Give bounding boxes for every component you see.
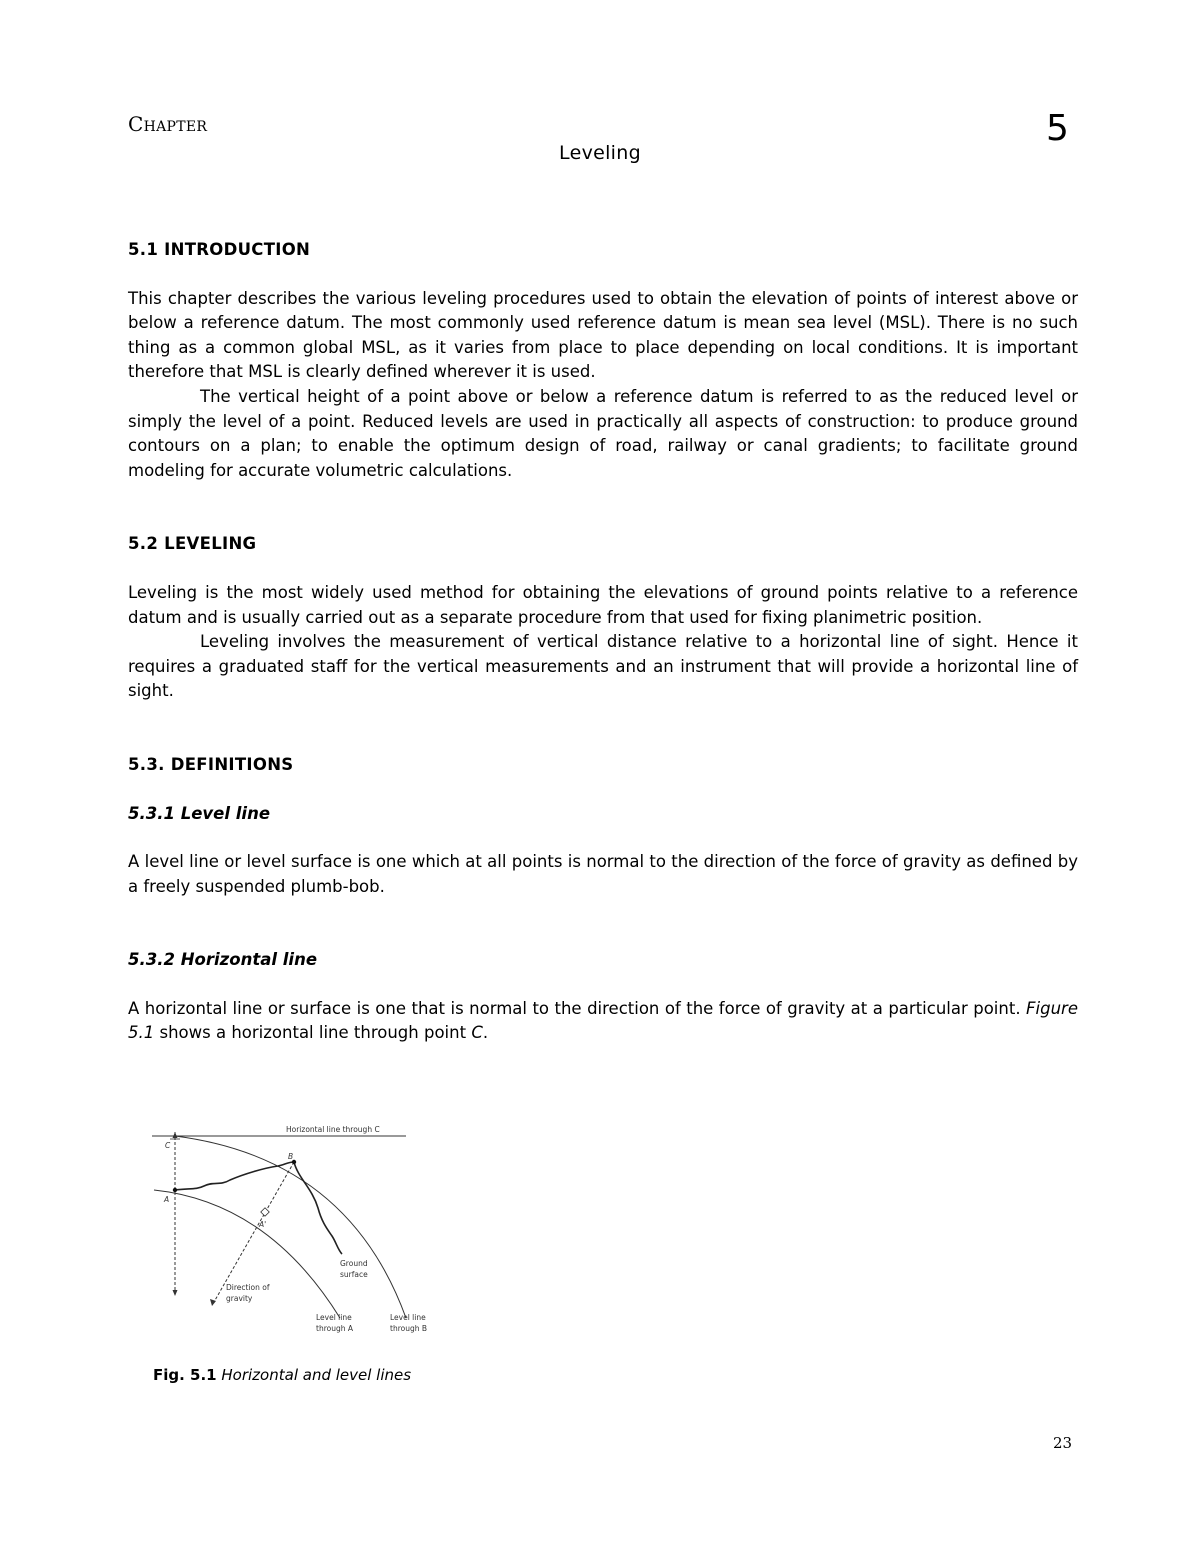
text-span: A horizontal line or surface is one that is normal to the direction of the force of gravity at a particular point. <box>128 998 1027 1018</box>
caption-label: Fig. 5.1 <box>153 1366 217 1384</box>
level-line-through-b <box>175 1136 406 1318</box>
label-point-c: C <box>165 1141 171 1150</box>
chapter-title: Leveling <box>559 142 641 164</box>
subsection-heading-horizontal-line: 5.3.2 Horizontal line <box>128 950 318 970</box>
point-a-dot <box>173 1188 177 1192</box>
chapter-label: Chapter <box>128 112 208 136</box>
label-ground-surface: surface <box>340 1270 368 1279</box>
label-direction-gravity: gravity <box>226 1294 253 1303</box>
ground-surface-line <box>175 1162 342 1254</box>
caption-text: Horizontal and level lines <box>216 1366 412 1384</box>
label-ground-surface: Ground <box>340 1259 368 1268</box>
paragraph <box>128 997 1078 1046</box>
arrow-head-up <box>173 1132 178 1138</box>
point-reference: C <box>471 1023 483 1043</box>
section-heading-introduction: 5.1 INTRODUCTION <box>128 240 311 259</box>
label-point-b: B <box>288 1152 294 1161</box>
figure-horizontal-level-lines <box>148 1118 448 1340</box>
paragraph: The vertical height of a point above or below a reference datum is referred to as the reduced level or simply the level of a point. Reduced levels are used in practically all aspects of construction: to produce ground contours on a plan; to enable the optimum design of road, railway or canal gradients; to facilitate ground modeling for accurate volumetric calculations. <box>128 386 1078 480</box>
label-level-line-a: through A <box>316 1324 353 1333</box>
paragraph: This chapter describes the various leveling procedures used to obtain the elevation of points of interest above or below a reference datum. The most commonly used reference datum is mean sea level (MSL). There is no such thing as a common global MSL, as it varies from place to place depending on local conditions. It is important therefore that MSL is clearly defined wherever it is used. <box>128 288 1078 382</box>
label-direction-gravity: Direction of <box>226 1283 270 1292</box>
label-point-a-prime: A' <box>259 1220 267 1229</box>
page-number: 23 <box>1053 1434 1073 1452</box>
label-level-line-a: Level line <box>316 1313 352 1322</box>
text-span: . <box>482 1023 489 1043</box>
text-span: shows a horizontal line through point <box>154 1023 472 1043</box>
figure-caption <box>153 1366 411 1384</box>
paragraph: Leveling involves the measurement of vertical distance relative to a horizontal line of sight. Hence it requires a graduated staff for the vertical measurements and an instrument that will provide a horizontal line of sight. <box>128 632 1078 701</box>
label-point-a: A <box>164 1195 170 1204</box>
body-content <box>128 238 1078 1046</box>
paragraph: Leveling is the most widely used method for obtaining the elevations of ground points relative to a reference datum and is usually carried out as a separate procedure from that used for fixing planimetric position. <box>128 582 1078 627</box>
gravity-arrow-head <box>210 1299 216 1306</box>
point-a-prime-marker <box>261 1208 269 1216</box>
gravity-direction-line <box>214 1162 294 1302</box>
subsection-heading-level-line: 5.3.1 Level line <box>128 803 271 823</box>
arrow-head-down <box>173 1290 178 1296</box>
section-heading-leveling: 5.2 LEVELING <box>128 534 257 554</box>
label-level-line-b: through B <box>390 1324 427 1333</box>
figure-reference: Figure 5.1 <box>128 998 1078 1043</box>
section-heading-definitions: 5.3. DEFINITIONS <box>128 754 294 774</box>
label-level-line-b: Level line <box>390 1313 426 1322</box>
paragraph: A level line or level surface is one which at all points is normal to the direction of the force of gravity as defined by a freely suspended plumb-bob. <box>128 852 1078 896</box>
chapter-number: 5 <box>1046 108 1069 149</box>
label-horizontal-line: Horizontal line through C <box>286 1125 380 1134</box>
